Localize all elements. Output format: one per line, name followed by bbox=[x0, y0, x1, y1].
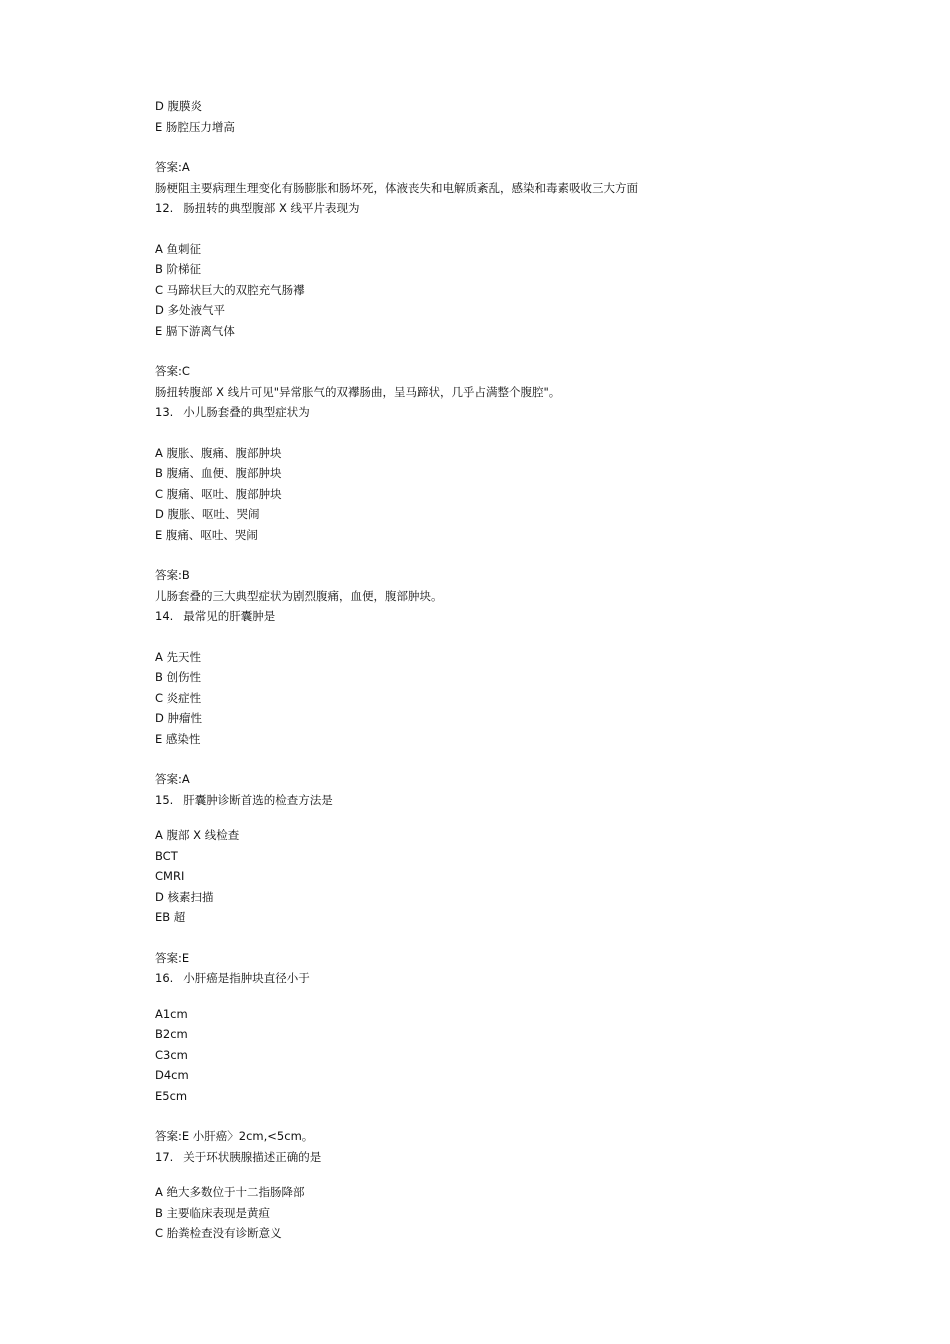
document-page bbox=[155, 96, 855, 1244]
option-c: C 炎症性 bbox=[155, 690, 202, 705]
question-number: 14. bbox=[155, 609, 174, 623]
option-d: D 腹胀、呕吐、哭闹 bbox=[155, 507, 260, 521]
question-block-12 bbox=[155, 198, 855, 402]
option-a: A 腹胀、腹痛、腹部肿块 bbox=[155, 445, 282, 460]
option-d: D4cm bbox=[155, 1068, 189, 1082]
option-e: E 肠腔压力增高 bbox=[155, 119, 235, 134]
question-text: 关于环状胰腺描述正确的是 bbox=[183, 1149, 322, 1164]
question-16 bbox=[155, 968, 855, 989]
question-13 bbox=[155, 402, 855, 423]
question-block-14 bbox=[155, 606, 855, 790]
question-block-16 bbox=[155, 968, 855, 1147]
question-text: 最常见的肝囊肿是 bbox=[183, 609, 276, 623]
option-b: B2cm bbox=[155, 1027, 188, 1041]
question-text: 肠扭转的典型腹部 X 线平片表现为 bbox=[183, 201, 360, 215]
option-e: EB 超 bbox=[155, 910, 186, 924]
explanation: 儿肠套叠的三大典型症状为剧烈腹痛，血便，腹部肿块。 bbox=[155, 588, 443, 603]
question-block-11-tail bbox=[155, 96, 855, 198]
question-14 bbox=[155, 606, 855, 627]
option-a: A 腹部 X 线检查 bbox=[155, 828, 240, 842]
question-text: 小肝癌是指肿块直径小于 bbox=[183, 971, 310, 985]
question-17 bbox=[155, 1147, 855, 1168]
answer: 答案:A bbox=[155, 772, 190, 786]
option-d: D 腹膜炎 bbox=[155, 99, 203, 113]
option-a: A 绝大多数位于十二指肠降部 bbox=[155, 1185, 305, 1199]
option-e: E 感染性 bbox=[155, 731, 201, 746]
option-b: B 主要临床表现是黄疸 bbox=[155, 1205, 271, 1220]
question-number: 12. bbox=[155, 201, 174, 215]
question-number: 16. bbox=[155, 971, 174, 985]
option-b: B 腹痛、血便、腹部肿块 bbox=[155, 466, 282, 480]
option-e: E 膈下游离气体 bbox=[155, 323, 235, 338]
explanation: 肠梗阻主要病理生理变化有肠膨胀和肠坏死，体液丧失和电解质紊乱，感染和毒素吸收三大方面 bbox=[155, 180, 638, 195]
question-number: 15. bbox=[155, 792, 174, 807]
option-c: C 马蹄状巨大的双腔充气肠襻 bbox=[155, 282, 305, 297]
option-a: A 先天性 bbox=[155, 649, 202, 664]
question-text: 小儿肠套叠的典型症状为 bbox=[183, 405, 310, 419]
answer: 答案:E 小肝癌〉2cm,<5cm。 bbox=[155, 1129, 314, 1143]
question-text: 肝囊肿诊断首选的检查方法是 bbox=[183, 792, 333, 807]
option-d: D 核素扫描 bbox=[155, 889, 214, 904]
option-d: D 肿瘤性 bbox=[155, 711, 203, 725]
option-b: B 阶梯征 bbox=[155, 262, 202, 276]
option-c: CMRI bbox=[155, 869, 185, 883]
question-block-17 bbox=[155, 1147, 855, 1244]
option-e: E 腹痛、呕吐、哭闹 bbox=[155, 527, 258, 542]
question-number: 13. bbox=[155, 405, 174, 419]
question-block-13 bbox=[155, 402, 855, 606]
question-15 bbox=[155, 790, 855, 811]
answer: 答案:A bbox=[155, 160, 190, 174]
question-12 bbox=[155, 198, 855, 219]
answer: 答案:E bbox=[155, 950, 190, 965]
option-d: D 多处液气平 bbox=[155, 303, 226, 317]
question-block-15 bbox=[155, 790, 855, 969]
option-a: A 鱼刺征 bbox=[155, 241, 202, 256]
option-e: E5cm bbox=[155, 1088, 188, 1103]
option-c: C3cm bbox=[155, 1047, 188, 1062]
explanation: 肠扭转腹部 X 线片可见"异常胀气的双襻肠曲，呈马蹄状，几乎占满整个腹腔"。 bbox=[155, 384, 561, 399]
option-c: C 胎粪检查没有诊断意义 bbox=[155, 1226, 282, 1240]
question-number: 17. bbox=[155, 1149, 174, 1164]
option-b: B 创伤性 bbox=[155, 670, 202, 684]
option-b: BCT bbox=[155, 848, 178, 863]
option-c: C 腹痛、呕吐、腹部肿块 bbox=[155, 486, 282, 501]
option-a: A1cm bbox=[155, 1006, 188, 1021]
answer: 答案:C bbox=[155, 364, 190, 378]
answer: 答案:B bbox=[155, 568, 190, 582]
